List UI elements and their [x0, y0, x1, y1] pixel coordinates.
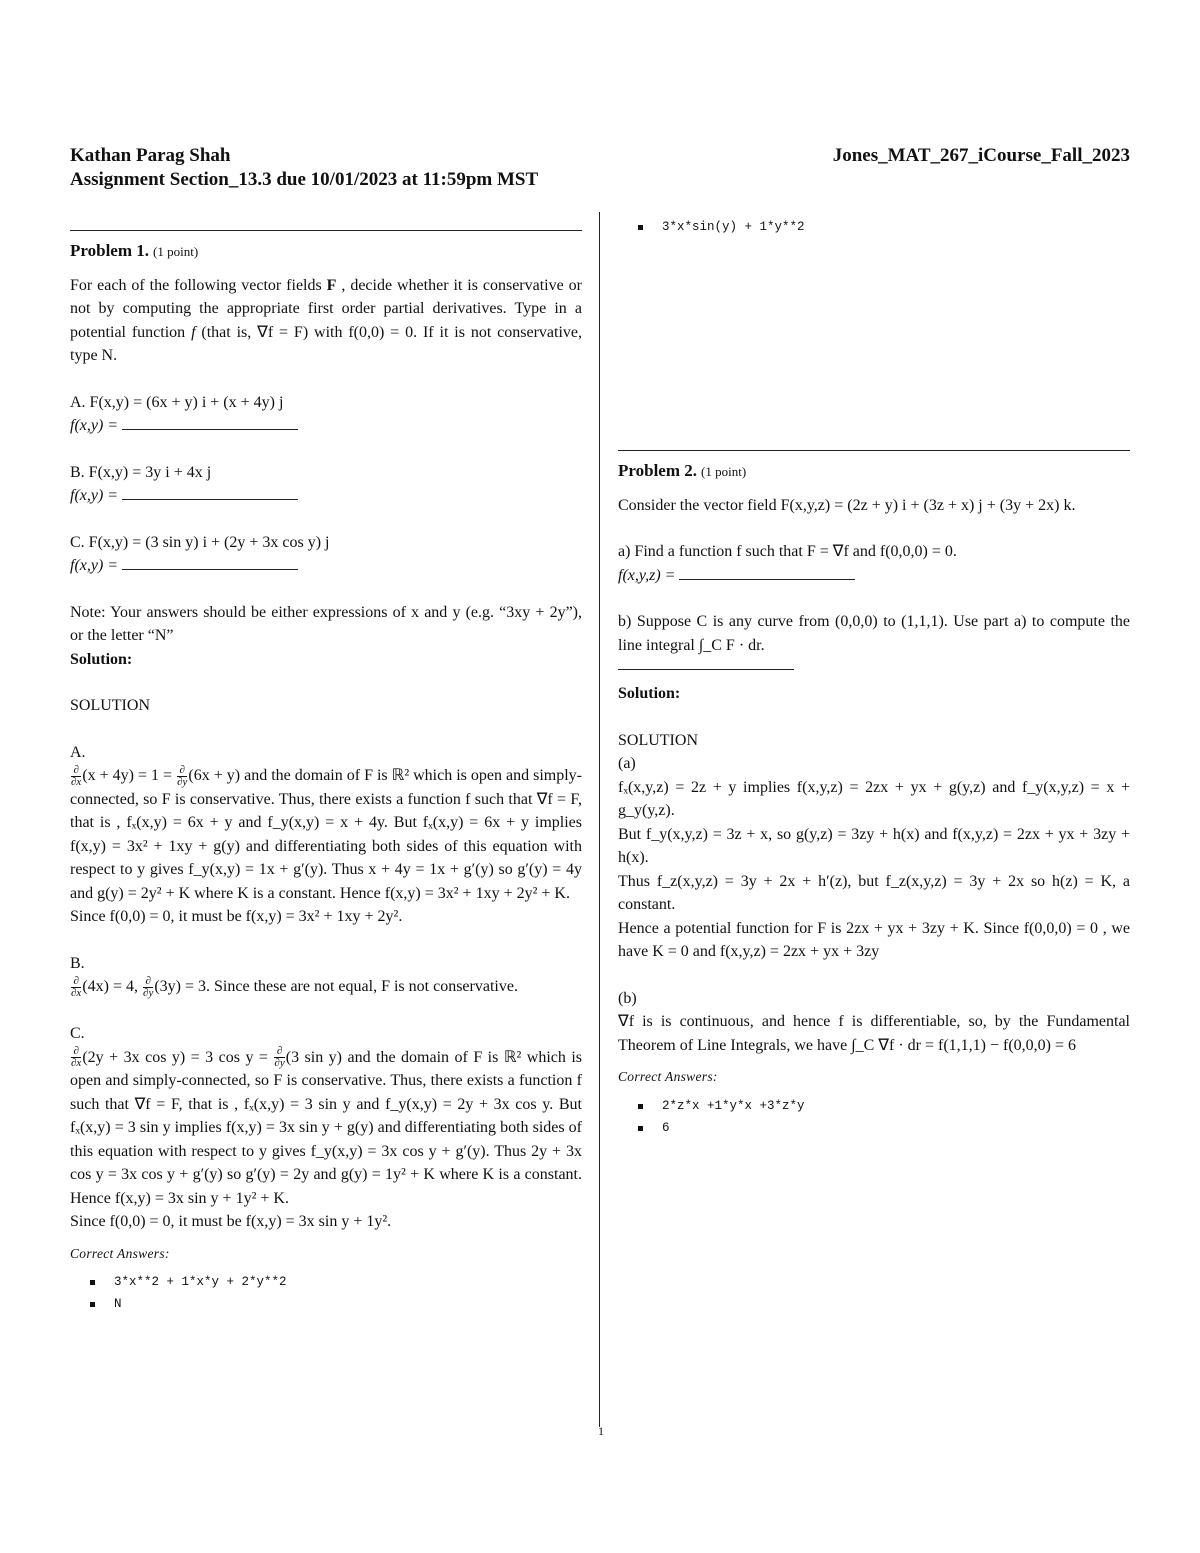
answer-input-a[interactable] — [122, 415, 298, 430]
correct-answers-label: Correct Answers: — [70, 1245, 170, 1261]
solution-c-label: C. — [70, 1025, 85, 1043]
part-a-field: A. F(x,y) = (6x + y) i + (x + 4y) j — [70, 393, 284, 411]
part-c — [70, 531, 582, 578]
assignment-title: Assignment Section_13.3 due 10/01/2023 at 11:59pm MST — [70, 169, 539, 190]
solution-b-label: B. — [70, 954, 85, 972]
solution-c: $\frac{\partial}{\partial x}$ (2y + 3x cos y) = 3 cos y = $\frac{\partial}{\partial y}$ (3 sin y) and the domain of F is ℝ² which is open and simply-connected, so F is conservative. Thus, there exists a function f such that ∇f = F, that is , fₓ(x,y) = 3 sin y and f_y(x,y) = 2y + 3x cos y. But fₓ(x,y) = 3 sin y implies f(x,y) = 3x sin y + g(y) and differentiating both sides of this equation with respect to y gives f_y(x,y) = 3x cos y + g′(y). Thus 2y + 3x cos y = 3x cos y + g′(y) so g′(y) = 2y and g(y) = 1y² + K where K is a constant. Hence f(x,y) = 3x sin y + 1y² + K. — [70, 1045, 582, 1207]
correct-answers-list — [70, 1271, 582, 1315]
problem-title: Problem 2. — [618, 461, 698, 480]
solution-c-conclusion: Since f(0,0) = 0, it must be f(x,y) = 3x sin y + 1y². — [70, 1213, 392, 1231]
correct-answer-item: 3*x*sin(y) + 1*y**2 — [662, 216, 1130, 238]
solution-a: $\frac{\partial}{\partial x}$ (x + 4y) = 1 = $\frac{\partial}{\partial y}$ (6x + y) and the domain of F is ℝ² which is open and simply-connected, so F is conservative. Thus, there exists a function f such that ∇f = F, that is , fₓ(x,y) = 6x + y and f_y(x,y) = x + 4y. But fₓ(x,y) = 6x + y implies f(x,y) = 3x² + 1xy + g(y) and differentiating both sides of this equation with respect to y gives f_y(x,y) = 1x + g′(y). Thus x + 4y = 1x + g′(y) so g′(y) = 4y and g(y) = 2y² + K where K is a constant. Hence f(x,y) = 3x² + 1xy + 2y² + K. — [70, 763, 583, 902]
column-divider — [599, 212, 600, 1427]
solution-label: Solution: — [618, 685, 681, 702]
problem-2-part-a: a) Find a function f such that F = ∇f and f(0,0,0) = 0. — [618, 543, 957, 560]
solution-2b: ∇f is is continuous, and hence f is differentiable, so, by the Fundamental Theorem of Line Integrals, we have ∫_C ∇f · dr = f(1,1,1) − f(0,0,0) = 6 — [618, 1013, 1130, 1054]
solution-a-label: (a) — [618, 755, 636, 772]
problem-points: (1 point) — [701, 464, 747, 479]
answer-input-2a[interactable] — [679, 565, 855, 580]
problem-1 — [70, 230, 582, 1315]
problem-rule — [618, 450, 1130, 451]
correct-answer-item: 3*x**2 + 1*x*y + 2*y**2 — [114, 1271, 582, 1293]
problem-2-part-b: b) Suppose C is any curve from (0,0,0) to (1,1,1). Use part a) to compute the line integral ∫_C F · dr. — [618, 613, 1130, 654]
problem-2-heading — [618, 459, 1130, 484]
solution-heading: SOLUTION — [70, 697, 150, 714]
solution-b-label: (b) — [618, 989, 637, 1007]
solution-2a-1: fₓ(x,y,z) = 2z + y implies f(x,y,z) = 2zx + yx + g(y,z) and f_y(x,y,z) = x + g_y(y,z). — [618, 778, 1130, 819]
answer-prompt: f(x,y) = — [70, 417, 119, 434]
correct-answers-continued — [618, 216, 1130, 238]
page-number: 1 — [598, 1424, 604, 1438]
problem-2-statement: Consider the vector field F(x,y,z) = (2z + y) i + (3z + x) j + (3y + 2x) k. — [618, 496, 1076, 514]
correct-answer-item: N — [114, 1293, 582, 1315]
correct-answers-label: Correct Answers: — [618, 1069, 718, 1084]
header-left — [70, 144, 538, 192]
solution-label: Solution: — [70, 650, 133, 668]
correct-answer-item: 2*z*x +1*y*x +3*z*y — [662, 1095, 1130, 1117]
solution-heading: SOLUTION — [618, 731, 698, 749]
problem-2 — [618, 450, 1130, 1139]
student-name: Kathan Parag Shah — [70, 145, 231, 166]
answer-prompt: f(x,y) = — [70, 487, 119, 504]
part-c-field: C. F(x,y) = (3 sin y) i + (2y + 3x cos y) j — [70, 533, 330, 551]
solution-b: $\frac{\partial}{\partial x}$ (4x) = 4, $\frac{\partial}{\partial y}$ (3y) = 3. Since these are not equal, F is not conservative. — [71, 975, 518, 1000]
problem-1-heading — [70, 239, 582, 264]
problem-points: (1 point) — [153, 244, 199, 259]
correct-answer-item: 6 — [662, 1117, 1130, 1139]
part-b — [70, 461, 582, 508]
problem-title: Problem 1. — [70, 241, 150, 260]
answer-prompt: f(x,y) = — [70, 557, 119, 574]
problem-1-statement: For each of the following vector fields F , decide whether it is conservative or not by computing the appropriate first order partial derivatives. Type in a potential function f (that is, ∇f = F) with f(0,0) = 0. If it is not conservative, type N. — [70, 276, 582, 364]
answer-input-b[interactable] — [122, 485, 298, 500]
solution-a-conclusion: Since f(0,0) = 0, it must be f(x,y) = 3x² + 1xy + 2y². — [70, 908, 403, 926]
part-a — [70, 391, 582, 438]
answer-input-2b[interactable] — [618, 669, 794, 670]
answer-prompt: f(x,y,z) = — [618, 566, 676, 584]
solution-2a-2: But f_y(x,y,z) = 3z + x, so g(y,z) = 3zy + h(x) and f(x,y,z) = 2zx + yx + 3zy + h(x). — [618, 825, 1130, 866]
correct-answers-list — [618, 1095, 1130, 1139]
solution-2a-4: Hence a potential function for F is 2zx + yx + 3zy + K. Since f(0,0,0) = 0 , we have K = 0 and f(x,y,z) = 2zx + yx + 3zy — [618, 919, 1130, 960]
part-b-field: B. F(x,y) = 3y i + 4x j — [70, 463, 212, 481]
right-column — [618, 216, 1130, 1139]
answer-input-c[interactable] — [122, 555, 298, 570]
solution-2a-3: Thus f_z(x,y,z) = 3y + 2x + h′(z), but f_z(x,y,z) = 3y + 2x so h(z) = K, a constant. — [618, 872, 1130, 913]
answer-note: Note: Your answers should be either expressions of x and y (e.g. “3xy + 2y”), or the letter “N” — [70, 603, 582, 644]
solution-a-label: A. — [70, 743, 86, 761]
problem-rule — [70, 230, 582, 231]
course-name: Jones_MAT_267_iCourse_Fall_2023 — [832, 145, 1130, 166]
